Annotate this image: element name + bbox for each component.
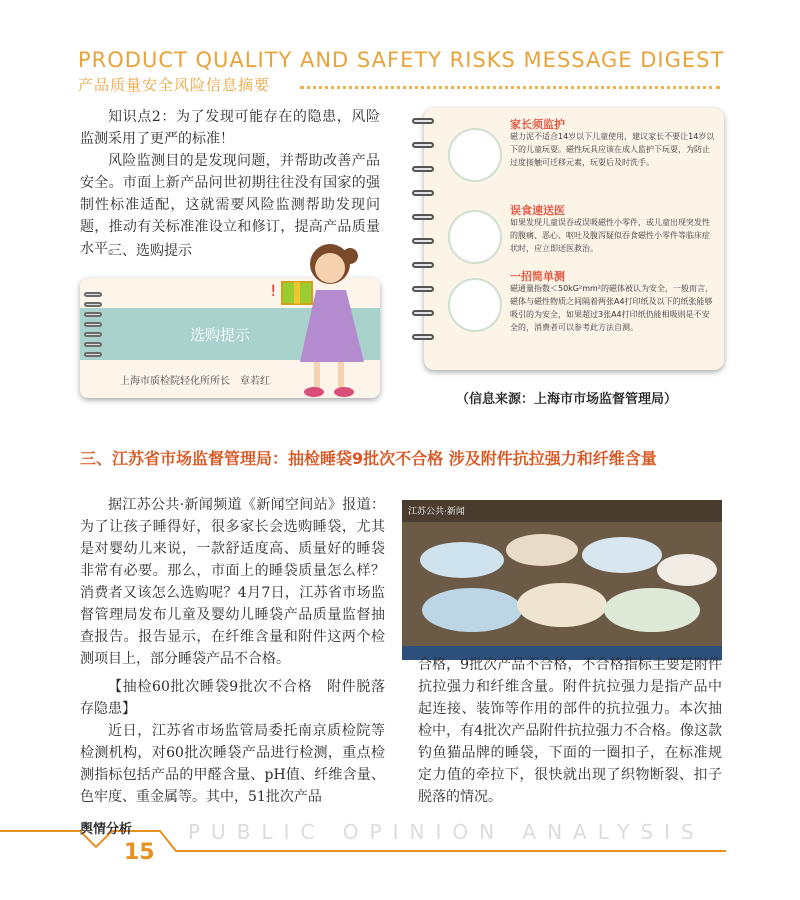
header-chinese-title: 产品质量安全风险信息摘要: [78, 76, 271, 94]
tip-title: 一招简单测: [510, 270, 565, 283]
risk-monitoring-paragraph: 风险监测目的是发现问题，并帮助改善产品安全。市面上新产品问世初期往往没有国家的强制性标准适配，这就需要风险监测帮助发现问题，推动有关标准准设立和修订，提高产品质量水平。: [80, 153, 380, 257]
section-buying-tips-heading: 三、选购提示: [108, 243, 192, 259]
scientist-icon: [448, 278, 502, 332]
info-source: （信息来源：上海市市场监督管理局）: [456, 392, 678, 407]
page-number: 15: [124, 840, 155, 865]
girl-with-gift-illustration: [256, 238, 376, 402]
notebook-safety-tips-card: [424, 108, 724, 370]
tip-body: 磁通量指数＜50kG²mm²的磁体被认为安全，一般而言，磁体与磁性物质之间隔着两张A4打印纸及以下的纸张能够吸引的为安全，如果超过3张A4打印纸仍能相吸则是不安全的，消费者可以参考此方法自测。: [510, 284, 714, 332]
card-subtitle: 上海市质检院轻化所所长 章若红: [120, 376, 270, 387]
tip-title: 误食速送医: [510, 204, 565, 217]
news-screenshot-sleeping-bags: [402, 500, 722, 660]
tip-title: 家长须监护: [510, 118, 565, 131]
section-three-title: 三、江苏省市场监督管理局：抽检睡袋9批次不合格 涉及附件抗拉强力和纤维含量: [80, 449, 657, 468]
card-title: 选购提示: [190, 326, 251, 344]
knowledge-point-paragraph: 知识点2：为了发现可能存在的隐患，风险监测采用了更严的标准！: [80, 109, 380, 147]
channel-logo: 江苏公共·新闻: [408, 507, 465, 517]
card-binding-rings: [84, 292, 108, 388]
tip-body: 磁力泥不适合14岁以下儿童使用，建议家长不要让14岁以下的儿童玩耍。磁性玩具应该在成人监护下玩耍，为防止过度接触可迁移元素，玩耍后及时洗手。: [510, 132, 715, 167]
footer-english-name: PUBLIC OPINION ANALYSIS: [188, 820, 705, 844]
inspection-result-paragraph: 合格，9批次产品不合格，不合格指标主要是附件抗拉强力和纤维含量。附件抗拉强力是指产品中起连接、装饰等作用的部件的抗拉强力。本次抽检中，有4批次产品附件抗拉强力不合格。像这款钓鱼猫品牌的睡袋，下面的一圈扣子，在标准规定力值的牵拉下，很快就出现了织物断裂、扣子脱落的情况。: [418, 657, 722, 805]
sleeping-bag-intro-paragraph: 据江苏公共·新闻频道《新闻空间站》报道：为了让孩子睡得好，很多家长会选购睡袋，尤其是对婴幼儿来说，一款舒适度高、质量好的睡袋非常有必要。那么，市面上的睡袋质量怎么样？消费者又该怎么选购呢？4月7日，江苏省市场监督管理局发布儿童及婴幼儿睡袋产品质量监督抽查报告。报告显示，在纤维含量和附件这两个检测项目上，部分睡袋产品不合格。: [80, 497, 385, 667]
parent-child-icon: [448, 128, 502, 182]
header-divider: [300, 86, 720, 89]
notebook-binding-rings: [412, 118, 434, 358]
medical-team-icon: [448, 210, 502, 264]
tip-body: 如果发现儿童误吞或误吸磁性小零件，或儿童出现突发性的腹痛、恶心、呕吐及腹泻疑似吞食磁性小零件等临床症状时，应立即送医救治。: [510, 218, 710, 253]
svg-text:!: !: [270, 281, 277, 300]
inspection-subheading: 【抽检60批次睡袋9批次不合格 附件脱落存隐患】: [80, 679, 385, 717]
sleeping-bags-photo-illustration: [402, 500, 722, 660]
footer-section-name: 舆情分析: [80, 822, 133, 837]
inspection-detail-paragraph: 近日，江苏省市场监管局委托南京质检院等检测机构，对60批次睡袋产品进行检测，重点检测指标包括产品的甲醛含量、pH值、纤维含量、色牢度、重金属等。其中，51批次产品: [80, 723, 385, 805]
header-english-title: PRODUCT QUALITY AND SAFETY RISKS MESSAGE DIGEST: [78, 48, 725, 72]
